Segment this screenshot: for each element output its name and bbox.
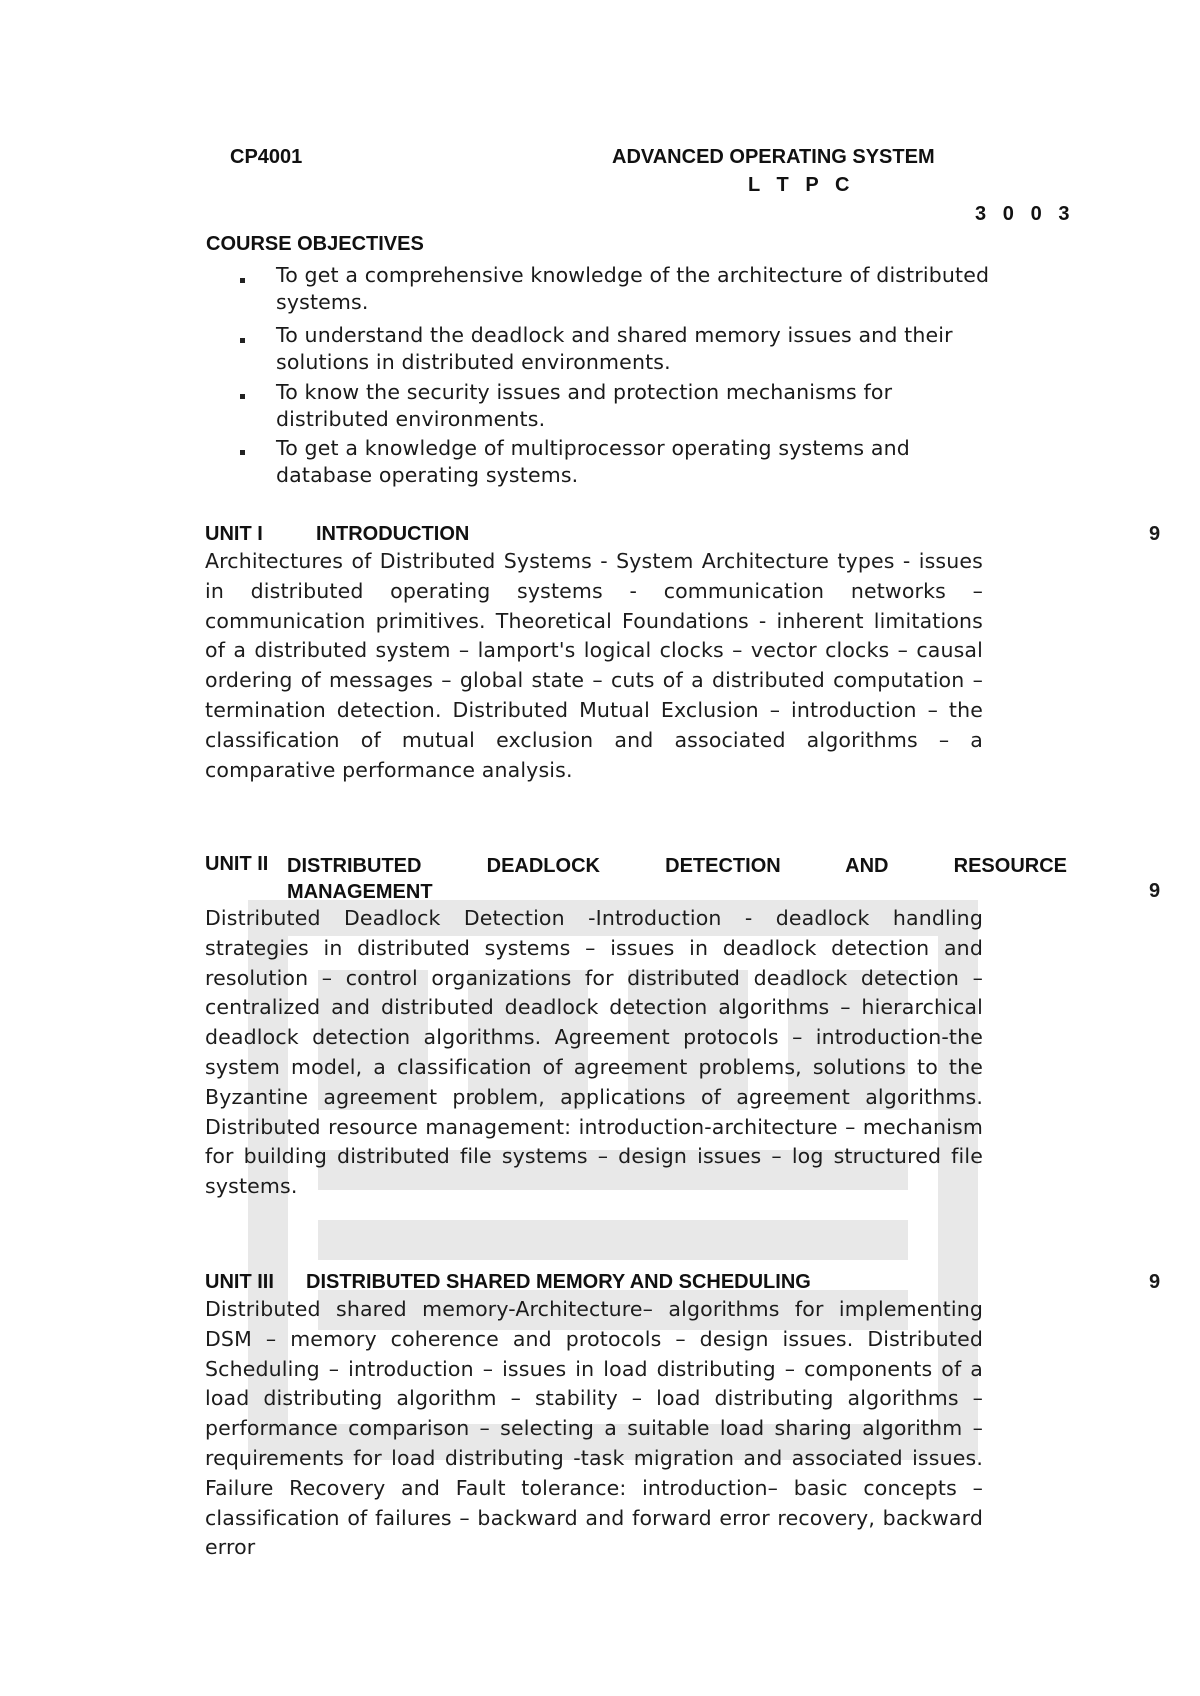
unit-2-number: UNIT II: [205, 853, 269, 875]
unit-2-title: DISTRIBUTED DEADLOCK DETECTION AND RESOURCE MANAGEMENT: [287, 855, 1067, 903]
objective-item: To get a comprehensive knowledge of the architecture of distributed systems.: [276, 263, 990, 314]
bullet-icon: [240, 394, 245, 399]
unit-3-content: Distributed shared memory-Architecture– algorithms for implementing DSM – memory coherence and protocols – design issues. Distributed Scheduling – introduction – issues in load distributing – components of a load distributing algorithm – stability – load distributing algorithms – performance comparison – selecting a suitable load sharing algorithm – requirements for load distributing -task migration and associated issues. Failure Recovery and Fault tolerance: introduction– basic concepts – classification of failures – backward and forward error recovery, backward error: [205, 1297, 983, 1560]
unit-1-hours: 9: [1149, 523, 1161, 545]
ltpc-label: L T P C: [748, 174, 850, 196]
unit-1-content: Architectures of Distributed Systems - System Architecture types - issues in distributed operating systems - communication networks – communication primitives. Theoretical Foundations - inherent limitations of a distributed system – lamport's logical clocks – vector clocks – causal ordering of messages – global state – cuts of a distributed computation – termination detection. Distributed Mutual Exclusion – introduction – the classification of mutual exclusion and associated algorithms – a comparative performance analysis.: [205, 549, 983, 782]
unit-1-title: INTRODUCTION: [316, 523, 470, 545]
course-code: CP4001: [230, 146, 303, 168]
objectives-heading: COURSE OBJECTIVES: [206, 233, 424, 255]
bullet-icon: [240, 338, 245, 343]
unit-2-heading-line: [205, 853, 1067, 905]
unit-3-number: UNIT III: [205, 1271, 274, 1293]
bullet-icon: [240, 450, 245, 455]
objective-item: To understand the deadlock and shared memory issues and their solutions in distributed environments.: [276, 323, 953, 374]
unit-2-content: Distributed Deadlock Detection -Introduction - deadlock handling strategies in distributed systems – issues in deadlock detection and resolution – control organizations for distributed deadlock detection – centralized and distributed deadlock detection algorithms – hierarchical deadlock detection algorithms. Agreement protocols – introduction-the system model, a classification of agreement problems, solutions to the Byzantine agreement problem, applications of agreement algorithms. Distributed resource management: introduction-architecture – mechanism for building distributed file systems – design issues – log structured file systems.: [205, 906, 983, 1199]
objective-item: To get a knowledge of multiprocessor operating systems and database operating systems.: [276, 436, 910, 487]
course-title: ADVANCED OPERATING SYSTEM: [612, 146, 935, 168]
bullet-icon: [240, 278, 245, 283]
unit-3-title: DISTRIBUTED SHARED MEMORY AND SCHEDULING: [306, 1271, 811, 1293]
unit-1-number: UNIT I: [205, 523, 263, 545]
objective-item: To know the security issues and protection mechanisms for distributed environments.: [276, 380, 893, 431]
unit-3-hours: 9: [1149, 1271, 1161, 1293]
ltpc-values: 3 0 0 3: [975, 203, 1070, 225]
unit-2-hours: 9: [1149, 880, 1161, 902]
